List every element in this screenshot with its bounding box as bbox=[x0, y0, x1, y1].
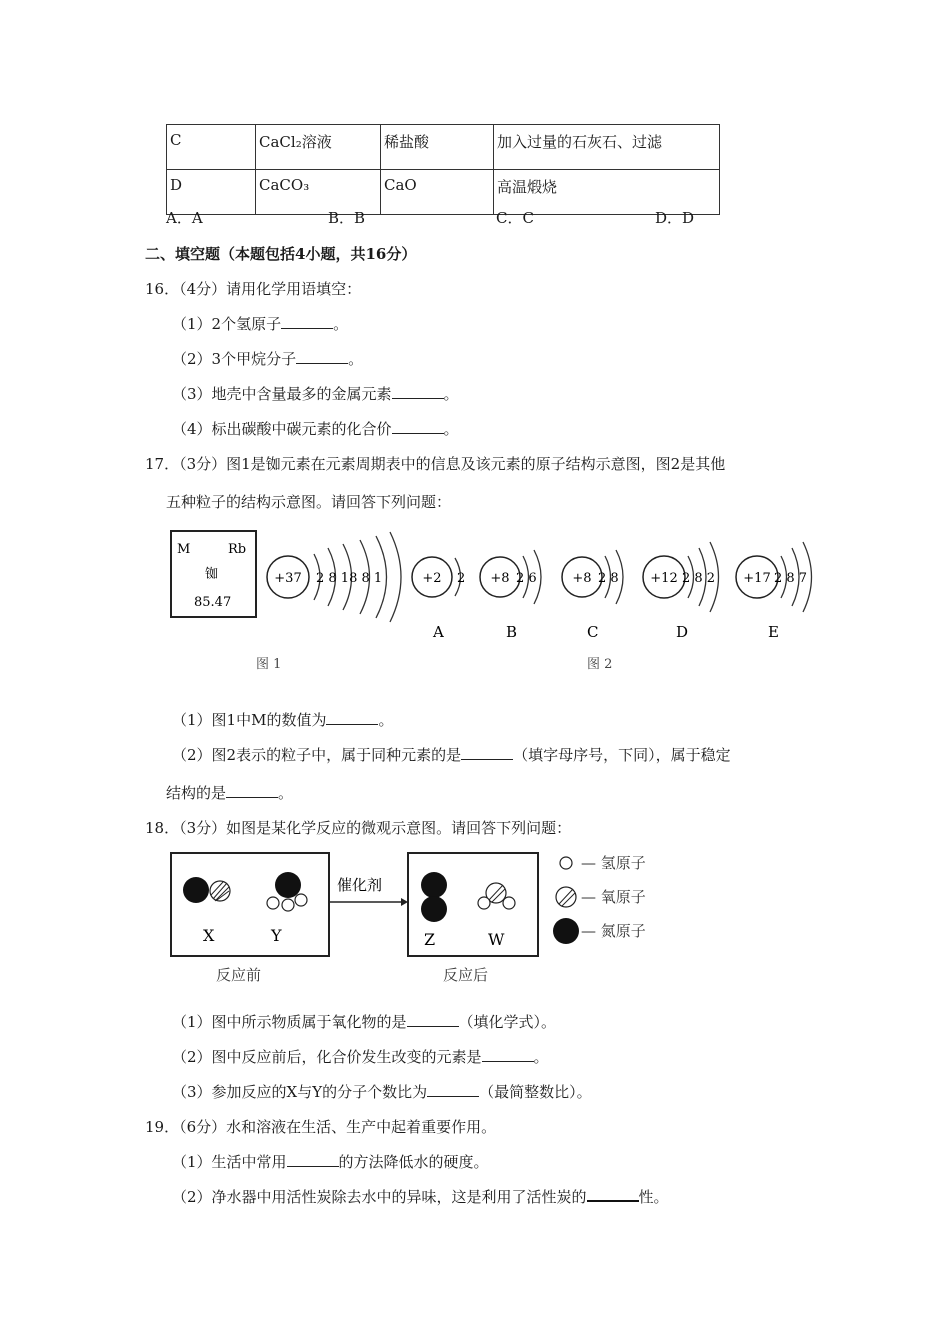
table-cell: CaCl₂溶液 bbox=[256, 125, 381, 170]
options-table bbox=[166, 124, 720, 215]
shell-electrons: 2 8 2 bbox=[682, 571, 716, 586]
particle-a bbox=[412, 557, 465, 597]
q17-stem-line2: 五种粒子的结构示意图。请回答下列问题： bbox=[166, 493, 452, 511]
after-caption: 反应后 bbox=[443, 966, 489, 984]
q16-item-1: （1）2个氢原子 。 bbox=[172, 315, 349, 333]
atom-structure-figure bbox=[160, 520, 840, 680]
q19-item-1: （1）生活中常用 的方法降低水的硬度。 bbox=[172, 1153, 489, 1171]
card-m: M bbox=[177, 542, 191, 557]
fig1-caption: 图 1 bbox=[256, 657, 282, 672]
label-w: W bbox=[488, 930, 505, 949]
table-row bbox=[167, 125, 720, 170]
answer-blank[interactable] bbox=[226, 783, 278, 798]
nucleus-charge: +8 bbox=[490, 571, 510, 586]
hydrogen-legend-icon bbox=[560, 857, 572, 869]
nucleus-charge: +17 bbox=[743, 571, 771, 586]
label-b: B bbox=[506, 623, 518, 641]
shell-electrons: 2 bbox=[457, 571, 466, 586]
reaction-diagram bbox=[165, 845, 675, 995]
option-c: C．C bbox=[496, 209, 534, 227]
answer-blank[interactable] bbox=[587, 1186, 639, 1202]
option-d: D．D bbox=[655, 209, 695, 227]
option-b: B．B bbox=[328, 209, 366, 227]
q17-item-1: （1）图1中M的数值为 。 bbox=[172, 711, 394, 729]
table-cell: CaCO₃ bbox=[256, 170, 381, 215]
card-symbol: Rb bbox=[228, 542, 247, 557]
q19-stem: 19．（6分）水和溶液在生活、生产中起着重要作用。 bbox=[145, 1118, 497, 1136]
hydrogen-atom bbox=[282, 899, 294, 911]
table-cell: 加入过量的石灰石、过滤 bbox=[494, 125, 720, 170]
label-d: D bbox=[676, 623, 689, 641]
q18-item-3: （3）参加反应的X与Y的分子个数比为 （最简整数比）。 bbox=[172, 1083, 592, 1101]
nucleus-charge: +2 bbox=[422, 571, 442, 586]
particle-d bbox=[643, 542, 719, 612]
q17-stem-line1: 17．（3分）图1是铷元素在元素周期表中的信息及该元素的原子结构示意图，图2是其他 bbox=[145, 455, 726, 473]
hydrogen-atom bbox=[295, 894, 307, 906]
table-cell: 高温煅烧 bbox=[494, 170, 720, 215]
answer-blank[interactable] bbox=[461, 745, 513, 760]
nitrogen-atom bbox=[421, 896, 447, 922]
particle-c bbox=[562, 550, 623, 604]
q17-item-2: （2）图2表示的粒子中，属于同种元素的是 （填字母序号，下同），属于稳定 bbox=[172, 746, 731, 764]
table-cell: C bbox=[167, 125, 256, 170]
table-cell: D bbox=[167, 170, 256, 215]
answer-blank[interactable] bbox=[407, 1012, 459, 1027]
shell-electrons: 2 8 bbox=[598, 571, 619, 586]
answer-blank[interactable] bbox=[392, 384, 444, 399]
answer-blank[interactable] bbox=[287, 1152, 339, 1167]
hydrogen-atom bbox=[503, 897, 515, 909]
shell-electrons: 2 8 7 bbox=[774, 571, 808, 586]
label-y: Y bbox=[271, 926, 282, 945]
catalyst-label: 催化剂 bbox=[337, 876, 383, 894]
answer-blank[interactable] bbox=[392, 419, 444, 434]
q16-item-2: （2）3个甲烷分子 。 bbox=[172, 350, 364, 368]
card-mass: 85.47 bbox=[194, 595, 232, 610]
q16-stem: 16．（4分）请用化学用语填空： bbox=[145, 280, 362, 298]
before-caption: 反应前 bbox=[216, 966, 262, 984]
option-a: A．A bbox=[166, 209, 203, 227]
legend-nitrogen: — 氮原子 bbox=[581, 922, 646, 940]
nitrogen-atom bbox=[421, 872, 447, 898]
table-cell: 稀盐酸 bbox=[381, 125, 494, 170]
shell-electrons: 2 6 bbox=[516, 571, 537, 586]
label-x: X bbox=[203, 926, 215, 945]
section-title: 二、填空题（本题包括4小题，共16分） bbox=[145, 245, 417, 263]
q18-item-2: （2）图中反应前后，化合价发生改变的元素是 。 bbox=[172, 1048, 549, 1066]
hydrogen-atom bbox=[478, 897, 490, 909]
nitrogen-legend-icon bbox=[553, 918, 579, 944]
answer-blank[interactable] bbox=[296, 349, 348, 364]
answer-blank[interactable] bbox=[281, 314, 333, 329]
q18-item-1: （1）图中所示物质属于氧化物的是 （填化学式）。 bbox=[172, 1013, 557, 1031]
label-z: Z bbox=[424, 930, 436, 949]
nucleus-charge: +8 bbox=[572, 571, 592, 586]
q16-item-4: （4）标出碳酸中碳元素的化合价 。 bbox=[172, 420, 459, 438]
nucleus-charge: +12 bbox=[650, 571, 678, 586]
nitrogen-atom bbox=[275, 872, 301, 898]
legend-hydrogen: — 氢原子 bbox=[581, 854, 646, 872]
q19-item-2: （2）净水器中用活性炭除去水中的异味，这是利用了活性炭的 性。 bbox=[172, 1188, 669, 1206]
answer-blank[interactable] bbox=[326, 710, 378, 725]
particle-b bbox=[480, 550, 541, 604]
answer-blank[interactable] bbox=[482, 1047, 534, 1062]
label-a: A bbox=[433, 623, 444, 641]
card-name: 铷 bbox=[205, 567, 219, 582]
legend-oxygen: — 氧原子 bbox=[581, 888, 646, 906]
q17-item-2-cont: 结构的是 。 bbox=[166, 784, 294, 802]
nucleus-charge: +37 bbox=[274, 571, 302, 586]
nitrogen-atom bbox=[183, 877, 209, 903]
fig2-caption: 图 2 bbox=[587, 657, 613, 672]
q18-stem: 18．（3分）如图是某化学反应的微观示意图。请回答下列问题： bbox=[145, 819, 572, 837]
answer-blank[interactable] bbox=[427, 1082, 479, 1097]
rb-atom bbox=[267, 532, 401, 622]
q16-item-3: （3）地壳中含量最多的金属元素 。 bbox=[172, 385, 459, 403]
hydrogen-atom bbox=[267, 897, 279, 909]
label-c: C bbox=[587, 623, 599, 641]
table-cell: CaO bbox=[381, 170, 494, 215]
table-row bbox=[167, 170, 720, 215]
shell-electrons: 2 8 18 8 1 bbox=[316, 571, 383, 586]
label-e: E bbox=[768, 623, 779, 641]
particle-e bbox=[736, 542, 812, 612]
